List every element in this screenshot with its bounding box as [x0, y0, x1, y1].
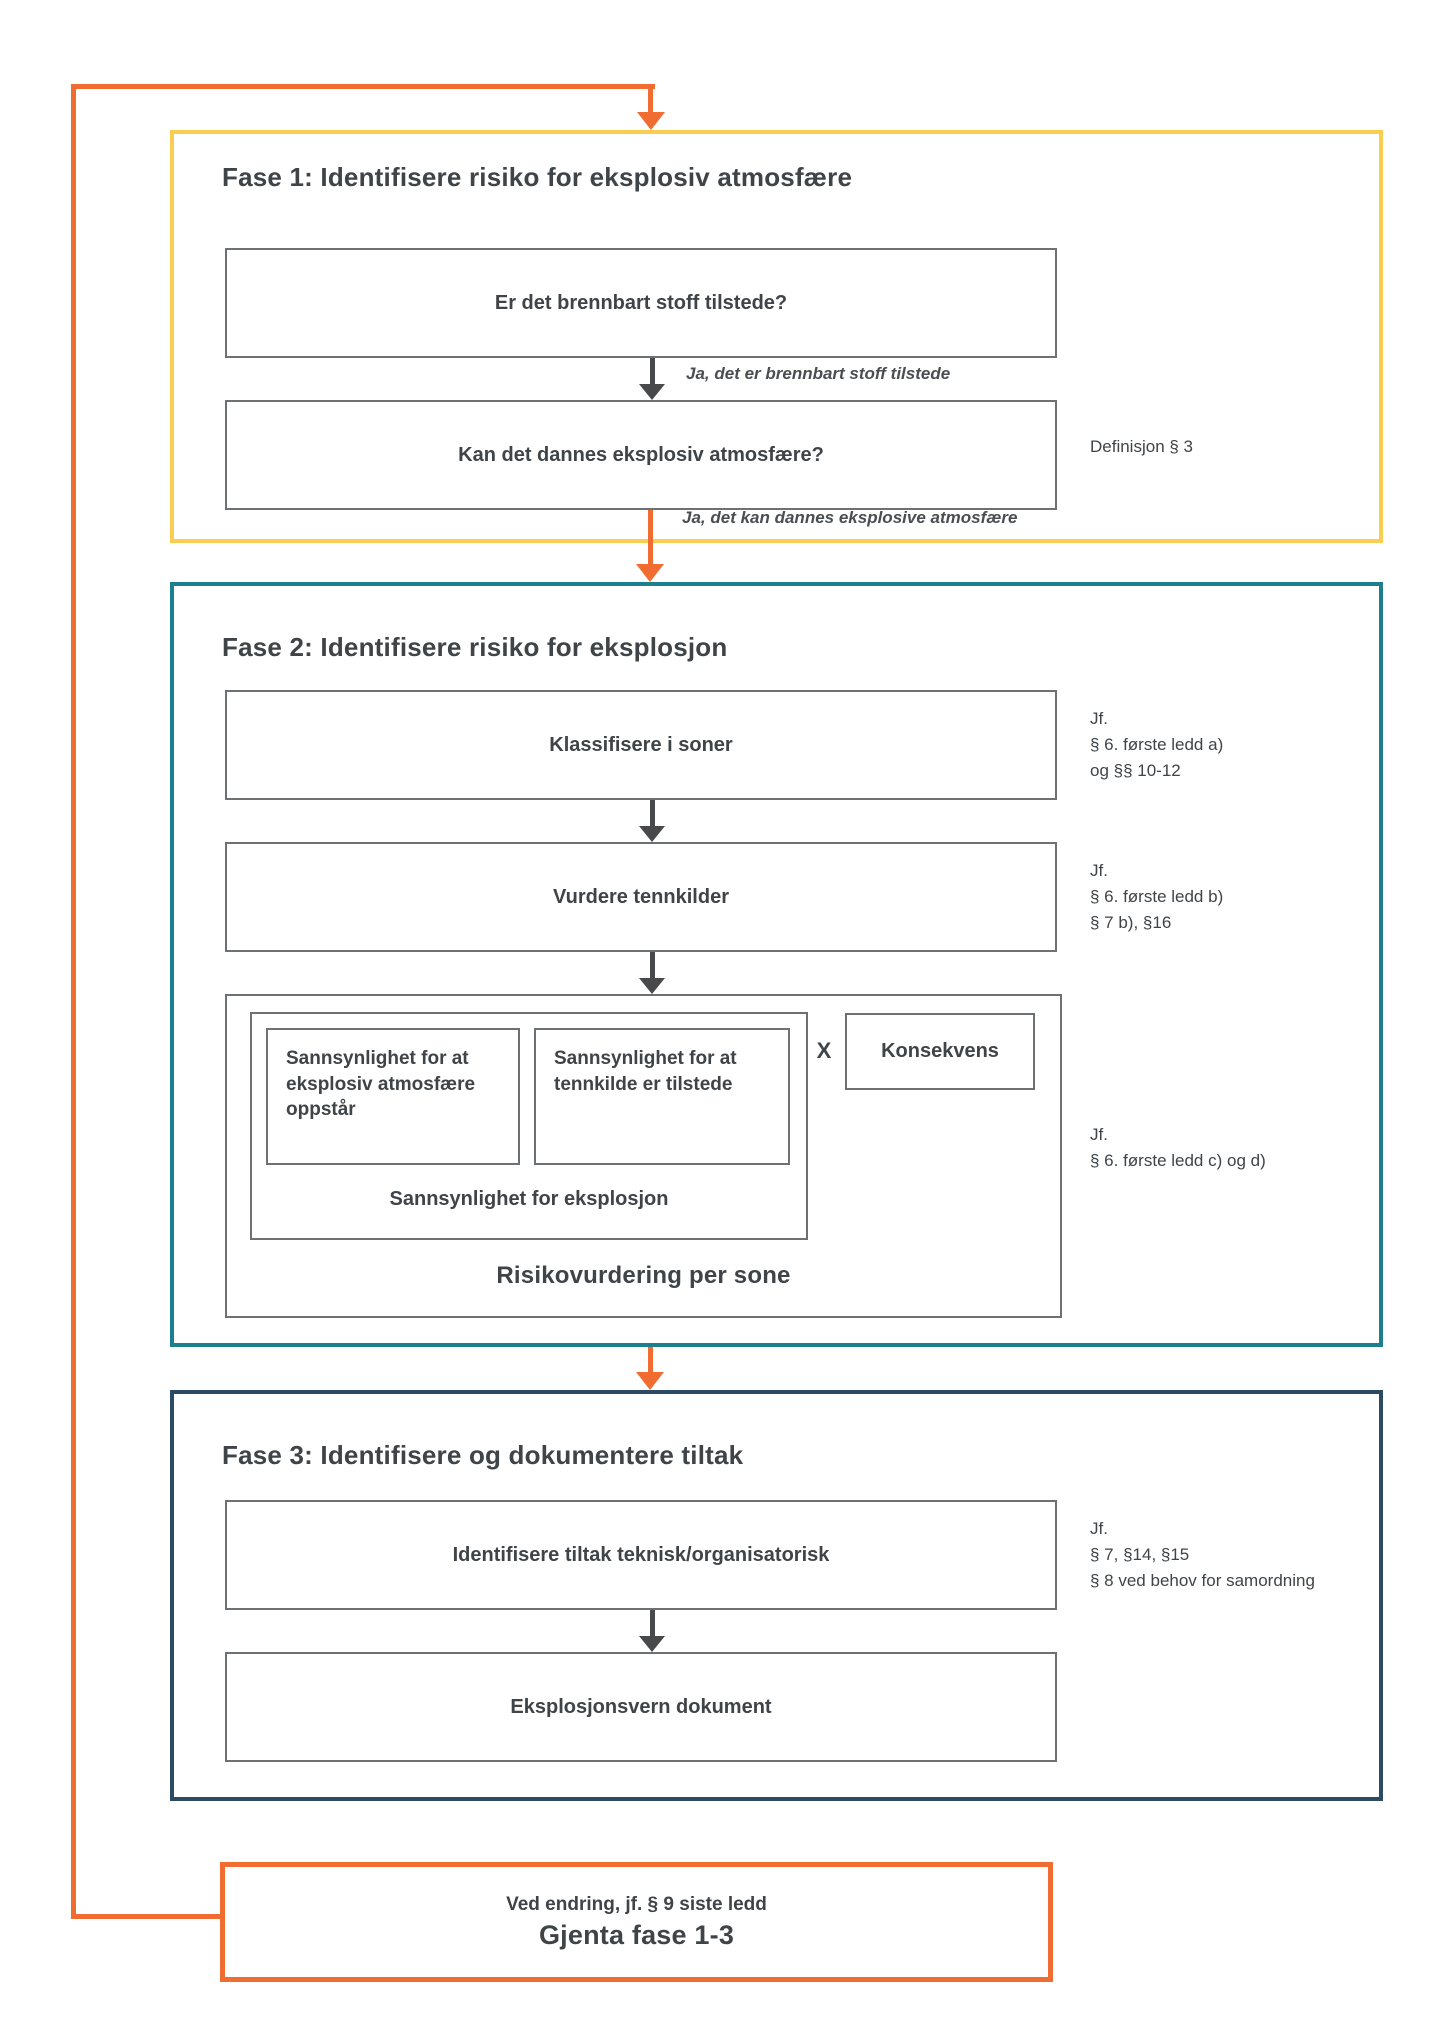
phase1-exit-arrow-down-icon [636, 564, 664, 582]
phase3-box-dokument [225, 1652, 1057, 1762]
phase3-arrow1-down-icon [639, 1636, 665, 1652]
phase2-probability-label: Sannsynlighet for eksplosjon [389, 1188, 669, 1210]
phase3-annotation1 [1090, 1516, 1315, 1594]
phase2-arrow2-shaft [650, 952, 655, 978]
phase2-annotation2-line: § 6. første ledd b) [1090, 887, 1224, 906]
phase2-box-klassifisere [225, 690, 1057, 800]
loop-line-vertical [71, 84, 76, 1919]
phase3-annotation1-line: § 7, §14, §15 [1090, 1545, 1190, 1564]
phase2-annotation2-line: Jf. [1090, 861, 1108, 880]
phase2-box-tennkilder [225, 842, 1057, 952]
repeat-phases-box [220, 1862, 1053, 1982]
phase2-annotation1-line: og §§ 10-12 [1090, 761, 1181, 780]
phase3-title: Fase 3: Identifisere og dokumentere tiltak [222, 1440, 744, 1470]
phase1-box1-label: Er det brennbart stoff tilstede? [494, 291, 788, 314]
loop-line-top [71, 84, 655, 89]
phase3-box1-label: Identifisere tiltak teknisk/organisatorisk [452, 1543, 830, 1566]
phase2-arrow1-shaft [650, 800, 655, 826]
phase2-prob-atmosfaere-label: Sannsynlighet for at eksplosiv atmosfære oppstår [286, 1048, 476, 1121]
phase1-arrow1-down-icon [639, 384, 665, 400]
phase3-box2-label: Eksplosjonsvern dokument [510, 1695, 772, 1718]
phase2-prob-tennkilde-label: Sannsynlighet for at tennkilde er tilstede [554, 1048, 737, 1095]
phase1-arrow1-shaft [650, 358, 655, 384]
repeat-condition-label: Ved endring, jf. § 9 siste ledd [506, 1893, 767, 1915]
repeat-action-label: Gjenta fase 1-3 [538, 1919, 735, 1950]
phase1-title: Fase 1: Identifisere risiko for eksplosiv atmosfære [222, 162, 853, 192]
phase2-risk-outer-label: Risikovurdering per sone [496, 1262, 791, 1289]
phase3-annotation1-line: Jf. [1090, 1519, 1108, 1538]
phase3-arrow1-shaft [650, 1610, 655, 1636]
phase3-annotation1-line: § 8 ved behov for samordning [1090, 1571, 1315, 1590]
phase2-konsekvens-label: Konsekvens [881, 1040, 999, 1062]
phase2-annotation1 [1090, 706, 1223, 784]
phase2-box2-label: Vurdere tennkilder [553, 885, 729, 908]
phase2-annotation2-line: § 7 b), §16 [1090, 913, 1172, 932]
phase2-annotation3-line: Jf. [1090, 1125, 1108, 1144]
phase1-exit-label: Ja, det kan dannes eksplosive atmosfære [682, 508, 1018, 527]
multiply-x-label: X [816, 1038, 832, 1063]
phase1-exit-arrow-shaft [648, 510, 653, 564]
loop-line-bottom [71, 1914, 223, 1919]
loop-arrow-shaft [648, 84, 653, 112]
phase3-box-tiltak [225, 1500, 1057, 1610]
phase2-exit-arrow-down-icon [636, 1372, 664, 1390]
phase2-arrow1-down-icon [639, 826, 665, 842]
phase2-annotation3 [1090, 1122, 1266, 1174]
phase1-box-eksplosiv-atmosfaere [225, 400, 1057, 510]
phase2-prob-tennkilde-box [534, 1028, 790, 1165]
phase1-box-brennbart-stoff [225, 248, 1057, 358]
phase2-title: Fase 2: Identifisere risiko for eksplosjon [222, 632, 728, 662]
phase1-box2-label: Kan det dannes eksplosiv atmosfære? [458, 443, 824, 466]
phase2-annotation1-line: Jf. [1090, 709, 1108, 728]
phase2-exit-arrow-shaft [648, 1347, 653, 1372]
phase1-arrow1-label: Ja, det er brennbart stoff tilstede [686, 364, 951, 383]
phase2-annotation1-line: § 6. første ledd a) [1090, 735, 1224, 754]
phase2-annotation3-line: § 6. første ledd c) og d) [1090, 1151, 1266, 1170]
phase2-box1-label: Klassifisere i soner [549, 733, 733, 756]
phase2-konsekvens-box [845, 1013, 1035, 1090]
phase2-arrow2-down-icon [639, 978, 665, 994]
phase2-prob-atmosfaere-box [266, 1028, 520, 1165]
loop-arrow-down-icon [637, 112, 665, 130]
phase1-annotation: Definisjon § 3 [1090, 437, 1194, 456]
phase2-annotation2 [1090, 858, 1223, 936]
